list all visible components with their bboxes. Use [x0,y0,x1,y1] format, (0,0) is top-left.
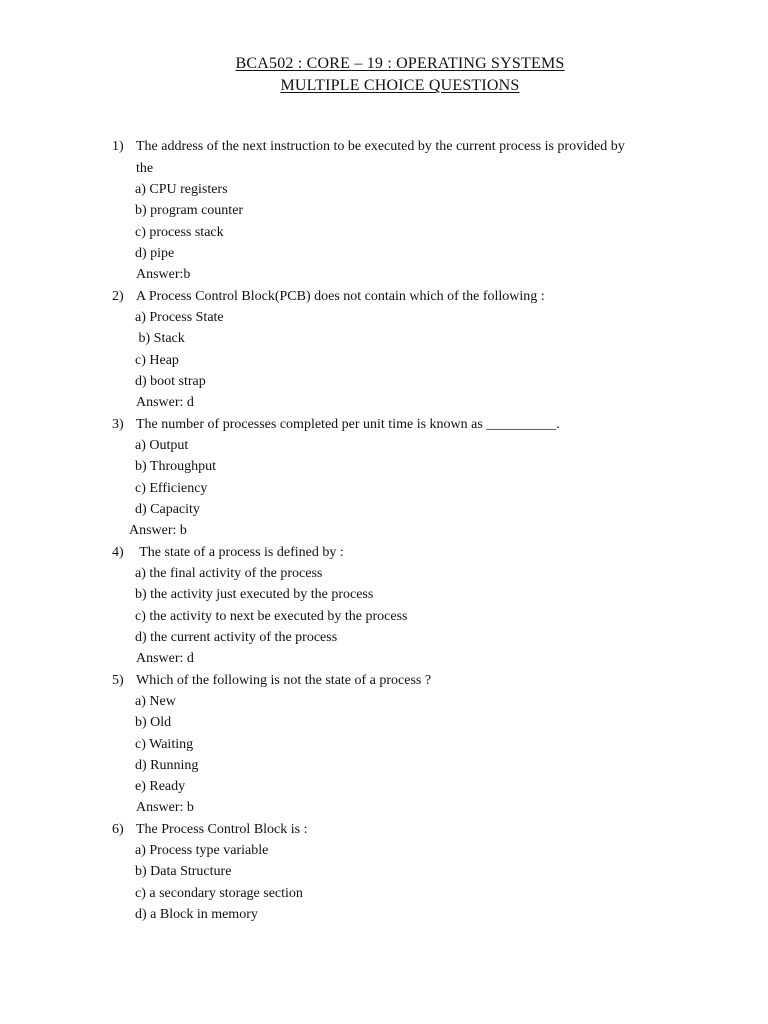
document-title: BCA502 : CORE – 19 : OPERATING SYSTEMS [235,55,565,72]
option-d: d) Running [135,758,199,773]
question-number: 5) [112,673,124,688]
option-a: a) CPU registers [135,182,228,197]
option-a: a) the final activity of the process [135,566,323,581]
option-c: c) Heap [135,353,179,368]
option-c: c) the activity to next be executed by the process [135,609,408,624]
option-c: c) a secondary storage section [135,886,303,901]
question-text: Which of the following is not the state of a process ? [136,673,432,688]
option-a: a) New [135,694,176,709]
option-b: b) Old [135,715,172,730]
option-c: c) Waiting [135,737,194,752]
option-d: d) a Block in memory [135,907,258,922]
option-a: a) Output [135,438,189,453]
option-d: d) pipe [135,246,175,261]
option-d: d) boot strap [135,374,206,389]
answer-line: Answer: d [136,395,194,410]
option-c: c) process stack [135,225,224,240]
question-number: 6) [112,822,124,837]
option-d: d) Capacity [135,502,200,517]
question-number: 2) [112,289,124,304]
option-a: a) Process type variable [135,843,269,858]
answer-line: Answer: d [136,651,194,666]
question-text: The state of a process is defined by : [136,545,344,560]
option-b: b) program counter [135,203,244,218]
question-text: The Process Control Block is : [136,822,308,837]
document-subtitle: MULTIPLE CHOICE QUESTIONS [280,77,520,94]
question-number: 3) [112,417,124,432]
option-b: b) Stack [135,331,185,346]
question-text: The number of processes completed per unit time is known as __________. [136,417,560,432]
option-b: b) Data Structure [135,864,232,879]
question-text: A Process Control Block(PCB) does not contain which of the following : [136,289,545,304]
option-c: c) Efficiency [135,481,208,496]
question-text-continued: the [136,161,154,176]
question-number: 4) [112,545,124,560]
option-a: a) Process State [135,310,224,325]
answer-line: Answer: b [136,800,194,815]
option-b: b) the activity just executed by the process [135,587,374,602]
option-b: b) Throughput [135,459,217,474]
answer-line: Answer: b [129,523,187,538]
question-number: 1) [112,139,124,154]
question-text: The address of the next instruction to be executed by the current process is provided by [136,139,625,154]
option-e: e) Ready [135,779,186,794]
option-d: d) the current activity of the process [135,630,338,645]
answer-line: Answer:b [136,267,191,282]
